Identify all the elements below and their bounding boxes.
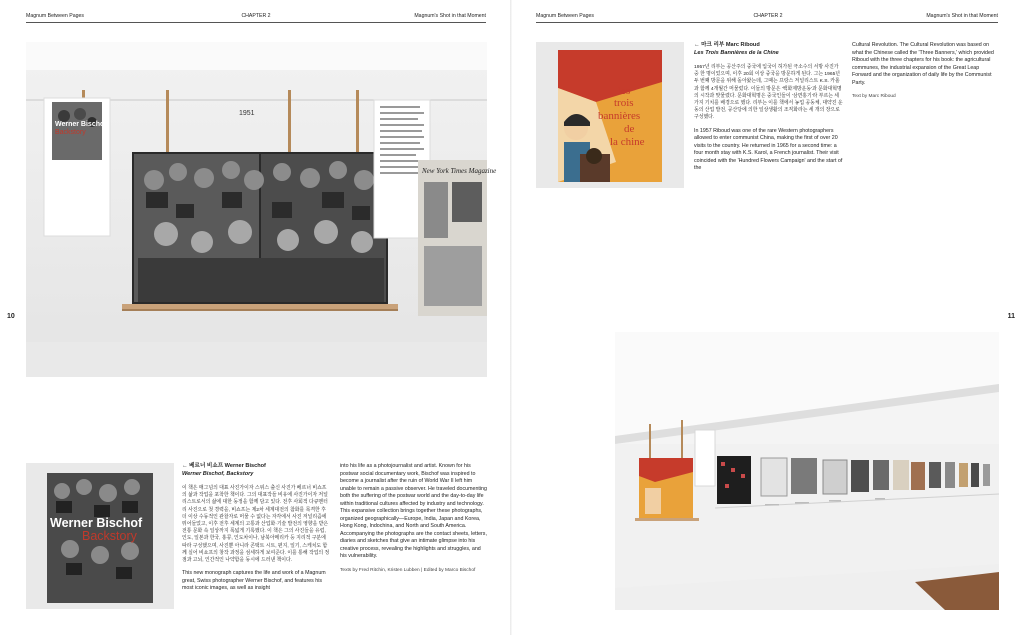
riboud-cover-line4: de (624, 123, 635, 135)
year-label: 1951 (239, 110, 255, 117)
header-left: Magnum Between Pages (26, 13, 84, 19)
riboud-cover-line2: trois (614, 97, 634, 109)
header-center-right-page: CHAPTER 2 (753, 13, 783, 19)
riboud-caption-title: ← 마크 리부 Marc Riboud (694, 42, 760, 48)
riboud-body-english-2: Cultural Revolution. The Cultural Revolution was based on what the Chinese called the 'Three Banners,' which provided Riboud with the three chapters for his book: the agricultural communes, the industrial expansion of the Great Leap Forward and the organization of daily life by the Communist Party. (852, 42, 994, 86)
bischof-body-english-1: This new monograph captures the life and work of a Magnum great, Swiss photographer Werner Bischof, and features his most iconic images, as well as insight (182, 570, 326, 592)
newspaper-masthead: New York Times Magazine (422, 167, 497, 175)
riboud-body-korean: 1957년 리부는 공산주의 중국에 입국이 허가된 극소수의 서방 사진가 중 한 명이었으며, 이후 20회 이상 중국을 방문하게 된다. 그는 1965년 두 번째 방문을 위해 돌아왔는데, 그때는 프랑스 저널리스트 K.S. 카롤과 함께 4개월간 머물렀다. 이들의 방문은 '백화제방운동'과 문화대혁명의 시작과 맞물렸다. 문화대혁명은 중국인들이 '삼면홍기'라 부르는 세 가지 기치를 배경으로 했다. 리부는 이를 책에서 농업 공동체, 대약진 운동의 산업 발전, 공산당에 의한 일상생활의 조직화라는 세 개의 장으로 구성했다. (694, 65, 843, 121)
bischof-body-english-2: into his life as a photojournalist and artist. Known for his postwar social documentary work, Bischof was inspired to become a journalist after the ruin of World War II left him unable to remain a passive observer. He traveled documenting both the suffering of the postwar world and the day-to-day life within traditional cultures affected by industry and technology. This expansive collection brings together these photographs, organized geographically—Europe, India, Japan and Korea, Hong Kong, Indochina, and North and South America. Accompanying the photographs are the contact sheets, letters, diaries and sketches that give an intimate glimpse into his creative process, revealing the highlights and struggles, and his vulnerability. (340, 463, 487, 559)
bischof-caption-col2 (340, 463, 488, 574)
right-page (512, 0, 1024, 635)
riboud-cover-line1: les (618, 85, 631, 97)
exhibition-photo (26, 42, 497, 377)
bischof-cover-subtitle: Backstory (82, 529, 137, 543)
header-right: Magnum's Shot in that Moment (414, 13, 486, 19)
riboud-cover-line5: la chine (610, 136, 645, 148)
bischof-credit: Texts by Fred Ritchin, Kristen Lubben | Edited by Marco Bischof (340, 567, 476, 573)
bischof-book-graphic (26, 463, 174, 609)
riboud-credit: Text by Marc Riboud (852, 94, 896, 99)
header-rule (26, 22, 486, 23)
bischof-book-photo (26, 463, 174, 609)
riboud-book-graphic (536, 42, 684, 188)
riboud-book-photo (536, 42, 684, 188)
header-center: CHAPTER 2 (241, 13, 271, 19)
riboud-caption-subtitle: Les Trois Bannières de la Chine (694, 49, 779, 56)
gallery-wall-photo (615, 332, 999, 610)
header-right-right-page: Magnum's Shot in that Moment (926, 13, 998, 19)
header-rule-right-page (536, 22, 998, 23)
bischof-caption-subtitle: Werner Bischof, Backstory (182, 470, 254, 477)
riboud-body-english-1: In 1957 Riboud was one of the rare Western photographers allowed to enter communist China, making the first of over 20 visits to the country. He returned in 1965 for a second time: a four month stay with K.S. Karol, a French journalist. Their visit coincided with the 'Hundred Flowers Campaign' and the start of the (694, 127, 843, 172)
bischof-caption-col1 (182, 463, 330, 599)
exhibition-photo-graphic (26, 42, 497, 377)
poster-title-2: Backstory (55, 129, 86, 136)
page-number-right: 11 (1007, 313, 1015, 320)
header-left-right-page: Magnum Between Pages (536, 13, 594, 19)
bischof-body-korean: 이 책은 매그넘의 대표 사진가이자 스위스 출신 사진가 베르너 비쇼프의 삶과 작업을 포착한 책이다. 그의 대표작들 비유에 사진가이자 저널리스트로서의 삶에 대한 동정을 함께 담고 있다. 전후 사회적 다큐멘터리 사진으로 첫 경력을, 비쇼프는 제2차 세계대전의 참화를 목격한 후 더 이상 수동적인 관찰자로 머물 수 없다는 자각에서 사진 저널리즘에 뛰어들었고, 이후 전후 세계의 고통과 산업화·기술 발전의 영향을 받은 전통 문화 속 일상까지 폭넓게 기록했다. 이 책은 그의 사진들을 유럽, 인도, 일본과 한국, 홍콩, 인도차이나, 남북아메리카 등 지리적 구분에 따라 구성했으며, 사진뿐 아니라 콘택트 시트, 편지, 일기, 스케치도 함께 실어 비쇼프의 창작 과정을 섬세하게 보여준다. 이를 통해 작업의 정점과 고뇌, 인간적인 나약함을 동시에 드러낸 책이다. (182, 486, 330, 564)
bischof-caption-title: ← 베르너 비쇼프 Werner Bischof (182, 463, 266, 469)
riboud-caption-col2 (852, 42, 1000, 101)
poster-title-1: Werner Bischof (55, 121, 107, 128)
riboud-caption-col1 (694, 42, 844, 179)
riboud-cover-line3: bannières (598, 110, 641, 122)
bischof-cover-title: Werner Bischof (50, 516, 143, 530)
gallery-wall-graphic (615, 332, 999, 610)
page-number: 10 (7, 313, 15, 320)
